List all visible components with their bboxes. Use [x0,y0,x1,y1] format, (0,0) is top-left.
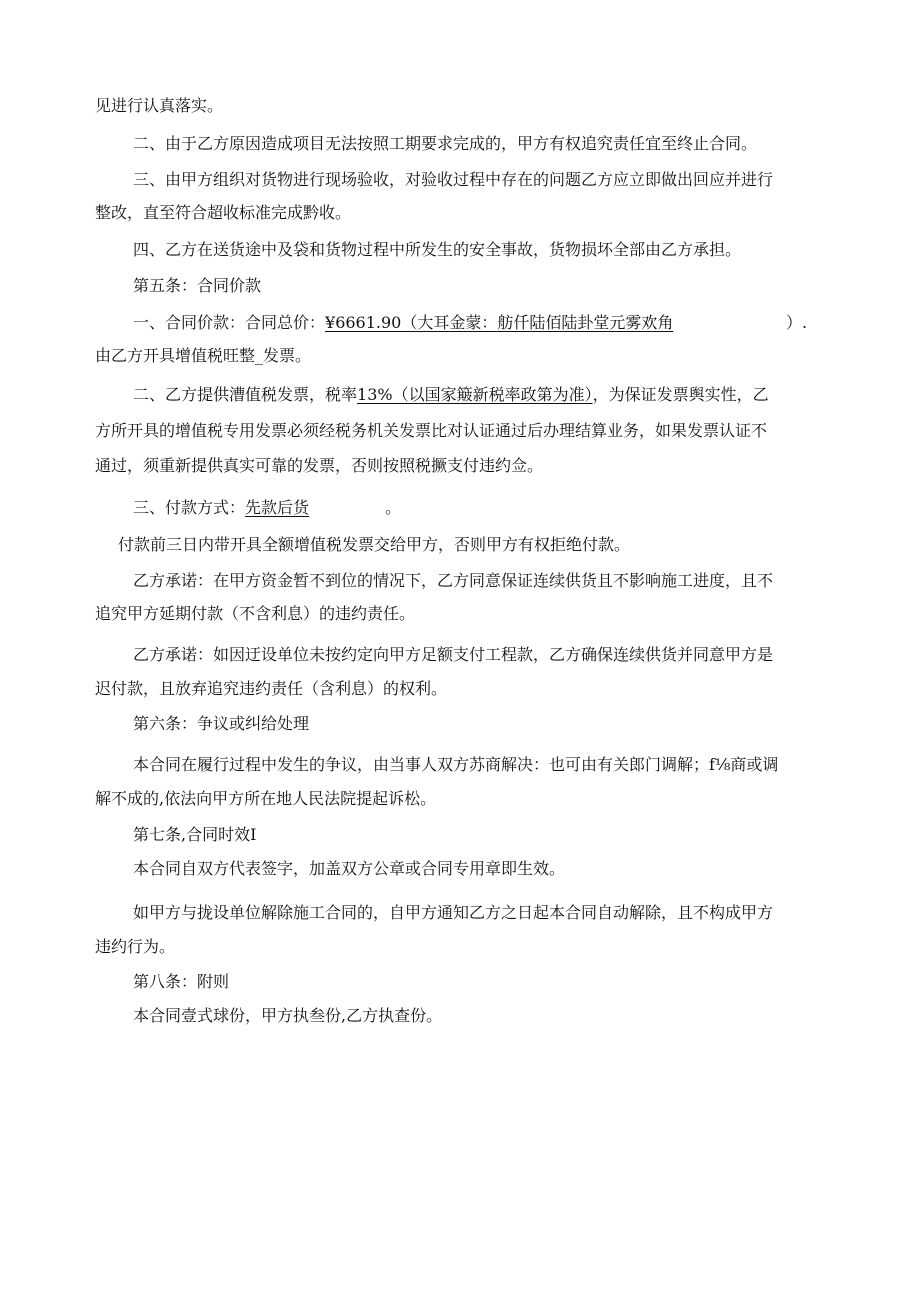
payment-method-end: 。 [385,498,402,517]
tax-rate-label: 二、乙方提供漕值税发票，税率 [133,385,358,404]
clause-line: 由乙方开具增值税旺整_发票。 [95,346,312,365]
clause-line: 付款前三日内带开具全额增值税发票交给甲方，否则甲方有权拒绝付款。 [118,535,631,554]
clause-line: 四、乙方在送货途中及袋和货物过程中所发生的安全事故，货物损坏全部由乙方承担。 [133,240,742,259]
clause-line: 乙方承诺：在甲方资金暂不到位的情况下，乙方同意保证连续供货且不影响施工进度，且不 [133,571,774,590]
clause-line: 二、由于乙方原因造成项目无法按照工期要求完成的，甲方有权追究责任宜至终止合同。 [133,134,758,153]
clause-line: 见进行认真落实。 [95,96,224,115]
section-heading: 第六条：争议或纠给处理 [133,714,310,733]
contract-price-value: ¥6661.90（大耳金蒙：舫仟陆佰陆卦堂元雾欢角 [325,313,674,332]
payment-method-line [133,498,309,518]
clause-line: 本合同自双方代表签字，加盖双方公章或合同专用章即生效。 [133,859,566,878]
tax-rate-tail: ，为保证发票舆实性，乙 [592,385,769,404]
clause-line: 方所开具的增值税专用发票必须经税务机关发票比对认证通过后办理结算业务，如果发票认证不 [95,421,768,440]
clause-line: 乙方承诺：如因迂设单位未按约定向甲方足额支付工程款，乙方确保连续供货并同意甲方是 [133,645,774,664]
contract-price-line [133,313,673,333]
section-heading: 第八条：附则 [133,972,230,991]
section-heading: 第五条：合同价款 [133,276,262,295]
clause-line: 三、由甲方组织对货物进行现场验收，对验收过程中存在的问题乙方应立即做出回应并进行 [133,170,774,189]
contract-price-label: 一、合同价款：合同总价： [133,313,326,332]
clause-line: 如甲方与拢设单位解除施工合同的，自甲方通知乙方之日起本合同自动解除，且不构成甲方 [133,903,774,922]
tax-rate-line [133,385,769,405]
tax-rate-value: 13%（以国家簸新税率政第为准） [357,385,593,404]
section-heading: 第七条,合同时效I [133,825,257,844]
clause-line: 解不成的,依法向甲方所在地人民法院提起诉松。 [95,789,437,808]
clause-line: 违约行为。 [95,937,176,956]
clause-line: 通过，须重新提供真实可靠的发票，否则按照税撅支付违约佥。 [95,456,544,475]
clause-line: 本合同在履行过程中发生的争议，由当事人双方苏商解决：也可由有关郎门调解；f⅛商或调 [133,755,779,774]
clause-line: 本合同壹式球份，甲方执叁份,乙方执查份。 [133,1006,443,1025]
clause-line: 迟付款，且放弃追究违约责任（含利息）的权利。 [95,679,448,698]
payment-method-value: 先款后货 [245,498,310,517]
payment-method-label: 三、付款方式： [133,498,246,517]
clause-line: 追究甲方延期付款（不含利息）的违约责任。 [95,604,416,623]
clause-line: 整改，直至符合超收标准完成黔收。 [95,203,352,222]
contract-price-end: ）. [786,313,808,332]
